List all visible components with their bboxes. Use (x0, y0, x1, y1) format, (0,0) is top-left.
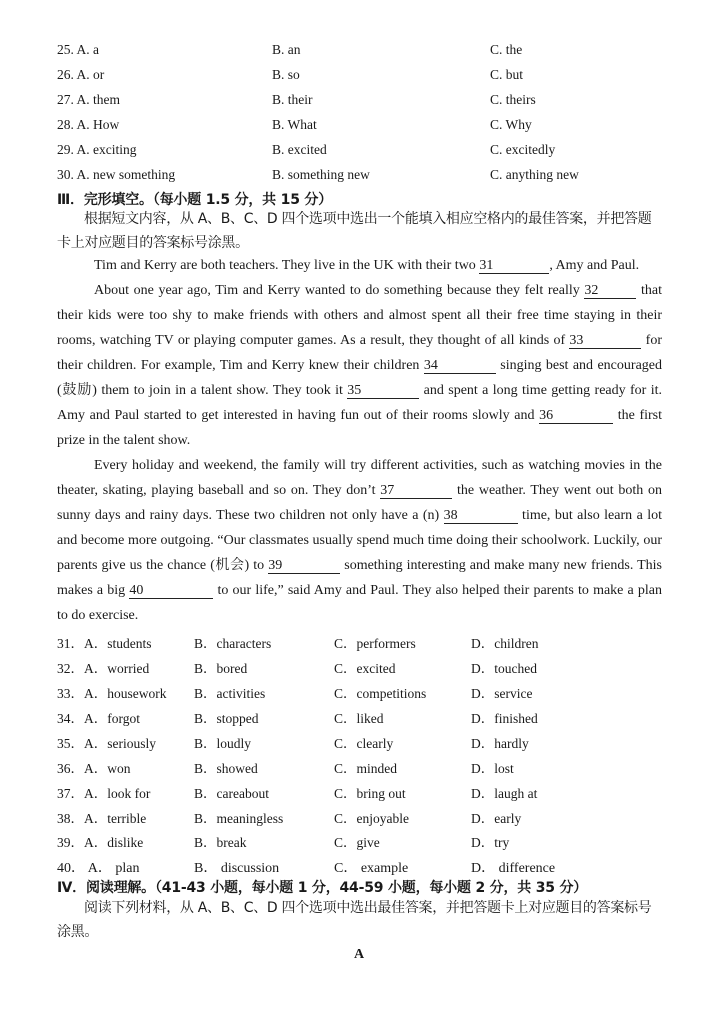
section-3-instruction (57, 207, 662, 255)
blank-39: 39 (268, 558, 340, 574)
blank-36: 36 (539, 408, 613, 424)
option-d: D．laugh at (471, 786, 538, 801)
option-d: D．service (471, 686, 533, 701)
question-row-29 (57, 142, 667, 162)
option-b: B. What (272, 117, 317, 132)
option-b: B. excited (272, 142, 327, 157)
option-d: D．early (471, 811, 522, 826)
option-b: B．break (194, 835, 247, 850)
option-a: 35．A．seriously (57, 736, 156, 751)
option-d: D．finished (471, 711, 538, 726)
option-b: B. so (272, 67, 300, 82)
text: , Amy and Paul. (549, 258, 640, 273)
section-4-heading: Ⅳ．阅读理解。（41-43 小题，每小题 1 分，44-59 小题，每小题 2 分，共 35 分） (57, 880, 588, 896)
section-4-instruction (57, 896, 662, 944)
instruction-line: 卡上对应题目的答案标号涂黑。 (57, 235, 249, 251)
question-row-28 (57, 117, 667, 137)
text: time, but also learn a lot and become more outgoing. “Our classmates usually spend much time doing their schoolwork. Luckily, our parents give us the chance (机会) to (57, 508, 662, 573)
question-row-35 (57, 732, 662, 752)
instruction-line: 根据短文内容，从 A、B、C、D 四个选项中选出一个能填入相应空格内的最佳答案，并把答题 (84, 211, 652, 227)
text: something interesting and make many new friends. This makes a big (57, 558, 663, 598)
section-3-heading: Ⅲ．完形填空。（每小题 1.5 分，共 15 分） (57, 192, 333, 208)
option-c: C. but (490, 67, 524, 82)
question-row-36 (57, 757, 662, 777)
option-d: D． difference (471, 861, 556, 876)
question-row-26 (57, 67, 667, 87)
option-a: 36．A．won (57, 761, 131, 776)
question-row-31 (57, 632, 662, 652)
instruction-line: 涂黑。 (57, 924, 99, 940)
text: the first prize in the talent show. (57, 408, 663, 448)
paragraph-1 (57, 253, 662, 278)
blank-38: 38 (444, 508, 518, 524)
option-a: 27. A. them (57, 92, 120, 107)
question-row-25 (57, 42, 667, 62)
option-c: C．give (334, 835, 380, 850)
question-row-40 (57, 857, 662, 877)
text: About one year ago, Tim and Kerry wanted to do something because they felt really (94, 283, 585, 298)
option-a: 39．A．dislike (57, 835, 144, 850)
text: Tim and Kerry are both teachers. They live in the UK with their two (94, 258, 480, 273)
blank-37: 37 (380, 483, 452, 499)
option-b: B. their (272, 92, 313, 107)
blank-33: 33 (569, 333, 641, 349)
question-row-33 (57, 682, 662, 702)
question-row-32 (57, 657, 662, 677)
reading-part-label: A (353, 947, 365, 962)
option-b: B. something new (272, 167, 370, 182)
text: to our life,” said Amy and Paul. They also helped their parents to make a plan to do exercise. (57, 583, 663, 623)
option-a: 31．A．students (57, 636, 152, 651)
question-row-39 (57, 831, 662, 851)
option-c: C．competitions (334, 686, 427, 701)
text: singing best and encouraged (鼓励) them to join in a talent show. They took it (57, 358, 662, 398)
option-c: C. theirs (490, 92, 536, 107)
option-a: 28. A. How (57, 117, 120, 132)
option-c: C． example (334, 861, 409, 876)
option-a: 26. A. or (57, 67, 105, 82)
option-b: B．loudly (194, 736, 252, 751)
option-a: 38．A．terrible (57, 811, 147, 826)
option-a: 40． A． plan (57, 861, 140, 876)
blank-35: 35 (347, 383, 419, 399)
text: for their children. For example, Tim and Kerry knew their children (57, 333, 662, 373)
option-a: 30. A. new something (57, 167, 176, 182)
option-c: C. Why (490, 117, 532, 132)
blank-34: 34 (424, 358, 496, 374)
instruction-line: 阅读下列材料，从 A、B、C、D 四个选项中选出最佳答案，并把答题卡上对应题目的答案标号 (84, 900, 652, 916)
option-a: 32．A．worried (57, 661, 150, 676)
option-a: 25. A. a (57, 42, 99, 57)
blank-40: 40 (129, 583, 213, 599)
option-d: D．try (471, 835, 510, 850)
option-c: C. anything new (490, 167, 579, 182)
option-d: D．hardly (471, 736, 529, 751)
option-b: B．stopped (194, 711, 259, 726)
option-b: B．meaningless (194, 811, 284, 826)
option-b: B．careabout (194, 786, 269, 801)
option-b: B．showed (194, 761, 258, 776)
option-c: C. excitedly (490, 142, 556, 157)
option-a: 33．A．housework (57, 686, 167, 701)
option-c: C．bring out (334, 786, 406, 801)
question-row-34 (57, 707, 662, 727)
option-a: 34．A．forgot (57, 711, 140, 726)
blank-31: 31 (479, 258, 549, 274)
option-b: B．bored (194, 661, 248, 676)
paragraph-3 (57, 453, 662, 628)
text: and spent a long time getting ready for it. Amy and Paul started to get interested in having fun out of their rooms slowly and (57, 383, 662, 423)
option-a: 37．A．look for (57, 786, 151, 801)
question-row-38 (57, 807, 662, 827)
option-a: 29. A. exciting (57, 142, 137, 157)
text: the weather. They went out both on sunny days and rainy days. These two children not only have a (n) (57, 483, 662, 523)
option-c: C. the (490, 42, 523, 57)
option-c: C．excited (334, 661, 396, 676)
option-d: D．touched (471, 661, 537, 676)
option-d: D．children (471, 636, 539, 651)
option-b: B. an (272, 42, 301, 57)
option-d: D．lost (471, 761, 514, 776)
option-c: C．clearly (334, 736, 394, 751)
option-c: C．minded (334, 761, 397, 776)
cloze-passage (57, 253, 662, 628)
option-c: C．performers (334, 636, 416, 651)
option-b: B．characters (194, 636, 272, 651)
option-c: C．enjoyable (334, 811, 409, 826)
option-c: C．liked (334, 711, 384, 726)
option-b: B． discussion (194, 861, 280, 876)
question-row-37 (57, 782, 662, 802)
blank-32: 32 (584, 283, 636, 299)
question-row-27 (57, 92, 667, 112)
option-b: B．activities (194, 686, 266, 701)
paragraph-2 (57, 278, 662, 453)
text: that their kids were too shy to make friends with others and almost spent all their free time staying in their rooms, watching TV or playing computer games. As a result, they thought of all kinds of (57, 283, 663, 348)
question-row-30 (57, 167, 667, 187)
text: Every holiday and weekend, the family will try different activities, such as watching movies in the theater, skating, playing baseball and so on. They don’t (57, 458, 662, 498)
